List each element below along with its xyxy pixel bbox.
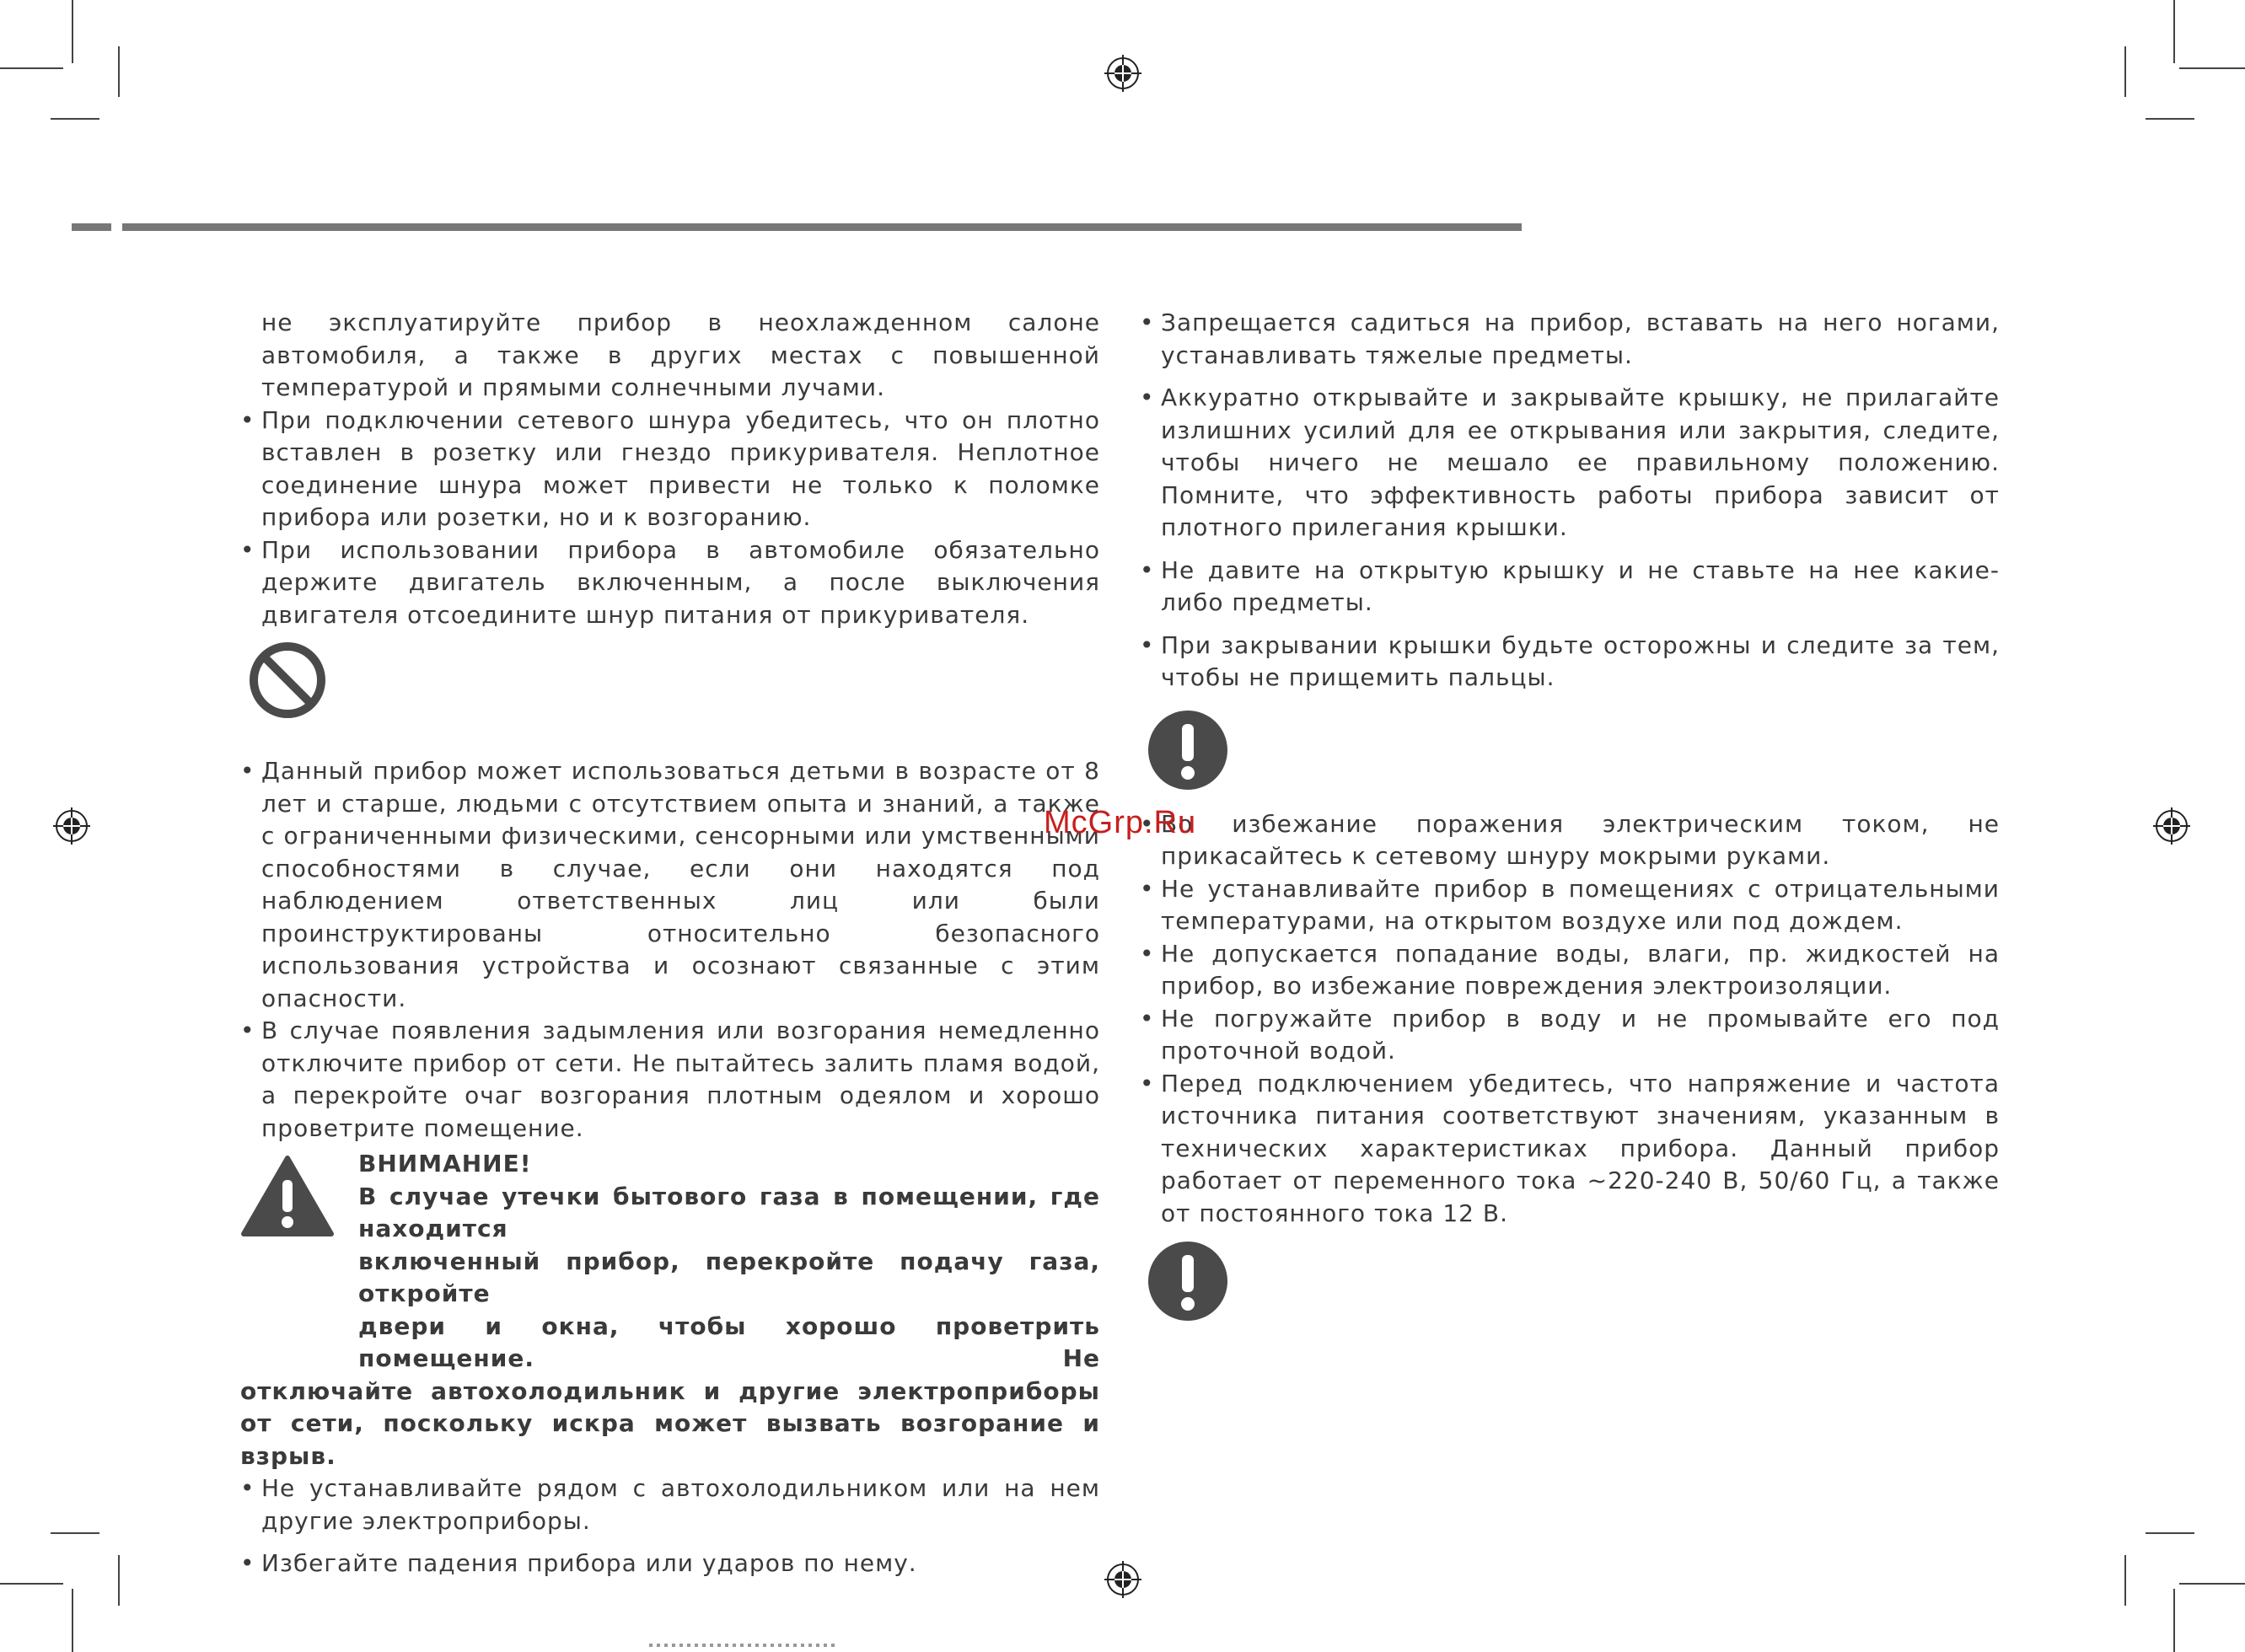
crop-mark — [118, 46, 120, 97]
crop-mark — [2146, 1532, 2194, 1534]
warning-block — [240, 1148, 1100, 1472]
print-slug — [649, 1644, 835, 1647]
list-item: • Аккуратно открывайте и закрывайте крышку, не прилагайте излишних усилий для ее открывания или закрытия, следите, чтобы ничего не мешало ее правильному положению. Помните, что эффективность работы прибора зависит от плотного прилегания крышки. — [1140, 382, 2000, 544]
intro-continuation: не эксплуатируйте прибор в неохлажденном салоне автомобиля, а также в других местах с повышенной температурой и прямыми солнечными лучами. — [261, 308, 1100, 401]
crop-mark — [2179, 67, 2245, 69]
warning-line: включенный прибор, перекройте подачу газа, откройте — [358, 1247, 1100, 1307]
crop-mark — [0, 67, 63, 69]
crop-mark — [51, 1532, 99, 1534]
crop-mark — [2173, 0, 2175, 63]
header-rule — [122, 223, 1522, 231]
registration-mark-icon — [53, 807, 90, 845]
crop-mark — [72, 1589, 73, 1652]
exclamation-circle-icon — [1147, 1240, 1229, 1322]
warning-triangle-icon — [240, 1155, 335, 1237]
list-item: • При использовании прибора в автомобиле обязательно держите двигатель включенным, а после выключения двигателя отсоедините шнур питания от прикуривателя. — [240, 534, 1100, 632]
crop-mark — [72, 0, 73, 63]
list-item: • Не допускается попадание воды, влаги, пр. жидкостей на прибор, во избежание повреждения электроизоляции. — [1140, 938, 2000, 1003]
right-column — [1140, 307, 2000, 1322]
list-item: • Запрещается садиться на прибор, вставать на него ногами, устанавливать тяжелые предметы. — [1140, 307, 2000, 372]
prohibited-icon — [249, 641, 326, 719]
crop-mark — [0, 1583, 63, 1585]
caution-icon-area — [1140, 1230, 2000, 1322]
warning-line: двери и окна, чтобы хорошо проветрить помещение. Не — [358, 1311, 1100, 1372]
warning-line: В случае утечки бытового газа в помещении, где находится — [358, 1182, 1100, 1242]
warning-title: ВНИМАНИЕ! — [358, 1150, 532, 1177]
registration-mark-icon — [2153, 807, 2190, 845]
list-item: • Перед подключением убедитесь, что напряжение и частота источника питания соответствуют значениям, указанным в технических характеристиках прибора. Данный прибор работает от переменного тока ~220-240 В, 50/60 Гц, а также от постоянного тока 12 В. — [1140, 1068, 2000, 1231]
warning-tail: отключайте автохолодильник и другие электроприборы от сети, поскольку искра может вызвать возгорание и взрыв. — [240, 1376, 1100, 1470]
crop-mark — [2173, 1589, 2175, 1652]
header-rule-short — [72, 223, 111, 231]
crop-mark — [2146, 118, 2194, 120]
exclamation-circle-icon — [1147, 709, 1229, 791]
list-item: • При подключении сетевого шнура убедитесь, что он плотно вставлен в розетку или гнездо прикуривателя. Неплотное соединение шнура может привести не только к поломке прибора или розетки, но и к возгоранию. — [240, 405, 1100, 534]
crop-mark — [2124, 46, 2126, 97]
crop-mark — [2179, 1583, 2245, 1585]
watermark: McGrp.Ru — [1044, 805, 1197, 840]
list-item: • Избегайте падения прибора или ударов по нему. — [240, 1547, 1100, 1580]
list-item: • В случае появления задымления или возгорания немедленно отключите прибор от сети. Не пытайтесь залить пламя водой, а перекройте очаг возгорания плотным одеялом и хорошо проветрите помещение. — [240, 1015, 1100, 1145]
crop-mark — [118, 1555, 120, 1606]
registration-mark-icon — [1104, 1561, 1141, 1598]
list-item: • Не давите на открытую крышку и не ставьте на нее какие-либо предметы. — [1140, 555, 2000, 620]
list-item: • Не устанавливайте прибор в помещениях с отрицательными температурами, на открытом воздухе или под дождем. — [1140, 873, 2000, 938]
list-item: • Не погружайте прибор в воду и не промывайте его под проточной водой. — [1140, 1003, 2000, 1068]
crop-mark — [2124, 1555, 2126, 1606]
registration-mark-icon — [1104, 55, 1141, 92]
crop-mark — [51, 118, 99, 120]
list-item: • Во избежание поражения электрическим током, не прикасайтесь к сетевому шнуру мокрыми руками. — [1140, 808, 2000, 873]
list-item: • Не устанавливайте рядом с автохолодильником или на нем другие электроприборы. — [240, 1472, 1100, 1537]
prohibited-icon-area — [240, 631, 1100, 755]
left-column — [240, 307, 1100, 1580]
list-item: • Данный прибор может использоваться детьми в возрасте от 8 лет и старше, людьми с отсутствием опыта и знаний, а также с ограниченными физическими, сенсорными или умственными способностями в случае, если они находятся под наблюдением ответственных лиц или были проинструктированы относительно безопасного использования устройства и осознают связанные с этим опасности. — [240, 755, 1100, 1015]
list-item: • При закрывании крышки будьте осторожны и следите за тем, чтобы не прищемить пальцы. — [1140, 630, 2000, 695]
caution-icon-area — [1140, 695, 2000, 808]
